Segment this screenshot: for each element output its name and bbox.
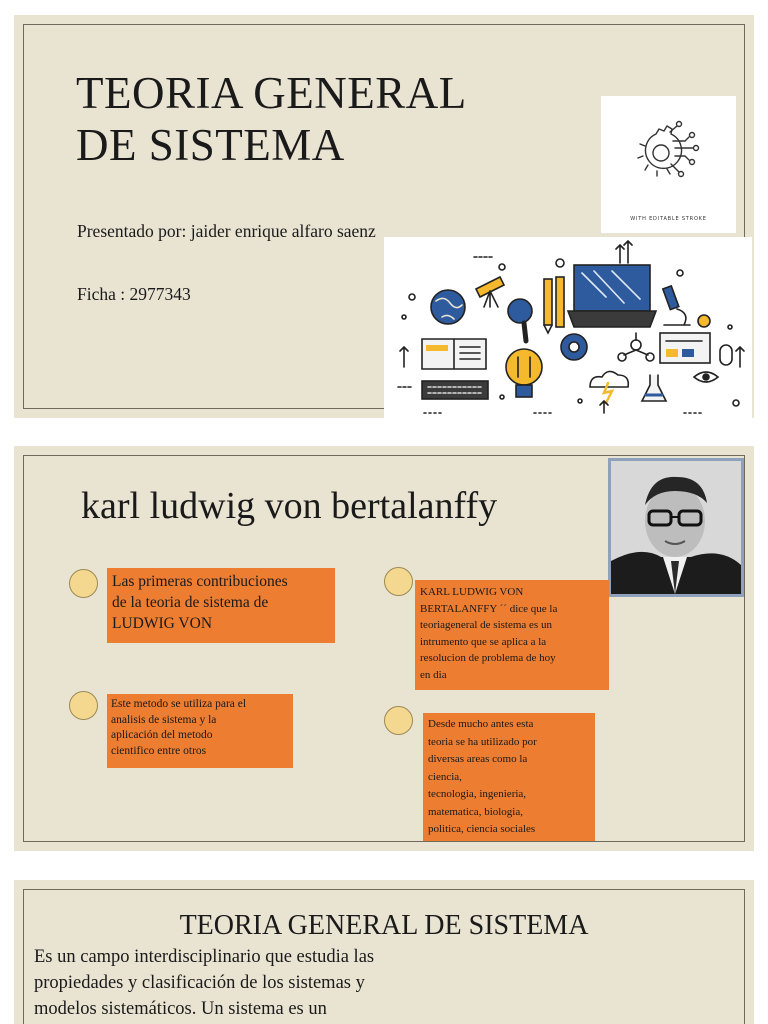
cloud-icon xyxy=(590,371,628,403)
info-box-2-line: cientifico entre otros xyxy=(111,744,207,757)
slide-1-title-line-2: DE SISTEMA xyxy=(76,120,345,170)
slide-3-paragraph xyxy=(34,944,454,1022)
technology-icons-svg xyxy=(384,237,752,418)
info-box-1-line: Las primeras contribuciones xyxy=(112,573,288,590)
portrait-image xyxy=(611,461,741,594)
paragraph-line: modelos sistemáticos. Un sistema es un xyxy=(34,999,327,1019)
paragraph-line: propiedades y clasificación de los sistemas y xyxy=(34,973,365,993)
portrait-photo xyxy=(608,458,744,597)
info-box-3-line: intrumento que se aplica a la xyxy=(420,635,547,648)
info-box-4-line: politica, ciencia sociales xyxy=(428,823,536,835)
info-box-4 xyxy=(423,713,595,841)
book-icon xyxy=(422,339,486,369)
slide-2-title: karl ludwig von bertalanffy xyxy=(81,485,498,527)
info-box-2-line: Este metodo se utiliza para el xyxy=(111,698,247,710)
info-box-4-line: matematica, biologia, xyxy=(428,805,523,818)
laptop-icon xyxy=(568,241,656,327)
microscope-icon xyxy=(663,286,710,327)
gear-icon xyxy=(561,334,587,360)
bullet-circle-3 xyxy=(384,567,413,596)
info-box-2-line: aplicación del metodo xyxy=(111,729,213,741)
telescope-icon xyxy=(476,277,504,307)
logo-caption: WITH EDITABLE STROKE xyxy=(630,216,707,222)
light-bulb-icon xyxy=(506,349,542,397)
flask-icon xyxy=(642,375,666,401)
bullet-circle-2 xyxy=(69,691,98,720)
bullet-circle-4 xyxy=(384,706,413,735)
circuit-gear-icon xyxy=(601,96,736,206)
browser-window-icon xyxy=(660,333,710,363)
eye-icon xyxy=(694,372,718,382)
presenter-text: Presentado por: jaider enrique alfaro saenz xyxy=(77,221,376,241)
info-box-4-line: Desde mucho antes esta xyxy=(428,718,534,730)
molecule-icon xyxy=(618,333,654,361)
slide-3 xyxy=(14,880,754,1024)
info-box-2 xyxy=(107,694,293,768)
paragraph-line: Es un campo interdisciplinario que estudia las xyxy=(34,947,375,967)
globe-icon xyxy=(431,290,465,324)
info-box-3-line: resolucion de problema de hoy xyxy=(420,652,556,664)
pencil-ruler-icon xyxy=(544,277,564,333)
info-box-1-line: LUDWIG VON xyxy=(112,615,213,632)
slide-1 xyxy=(14,15,754,418)
info-box-2-line: analisis de sistema y la xyxy=(111,713,217,726)
info-box-3-line: en dia xyxy=(420,668,447,681)
info-box-3-line: teoriageneral de sistema es un xyxy=(420,619,552,631)
info-box-3-line: BERTALANFFY ´´ dice que la xyxy=(420,602,558,615)
info-box-4-line: ciencia, xyxy=(428,770,462,783)
magnifier-icon xyxy=(508,299,532,341)
slide-1-title xyxy=(76,67,467,171)
bullet-circle-1 xyxy=(69,569,98,598)
info-box-4-line: diversas areas como la xyxy=(428,753,528,765)
technology-icons-illustration xyxy=(384,237,752,418)
mouse-icon xyxy=(720,345,744,367)
slide-1-title-line-1: TEORIA GENERAL xyxy=(76,68,467,118)
info-box-1-line: de la teoria de sistema de xyxy=(112,594,269,611)
info-box-3 xyxy=(415,580,609,690)
ficha-text: Ficha : 2977343 xyxy=(77,284,191,304)
info-box-4-line: tecnologia, ingenieria, xyxy=(428,788,527,800)
slide-3-title: TEORIA GENERAL DE SISTEMA xyxy=(179,910,589,941)
circuit-gear-logo xyxy=(601,96,736,233)
info-box-3-line: KARL LUDWIG VON xyxy=(420,586,524,598)
slide-2 xyxy=(14,446,754,851)
info-box-1 xyxy=(107,568,335,643)
keyboard-icon xyxy=(422,381,488,399)
info-box-4-line: teoria se ha utilizado por xyxy=(428,735,537,748)
